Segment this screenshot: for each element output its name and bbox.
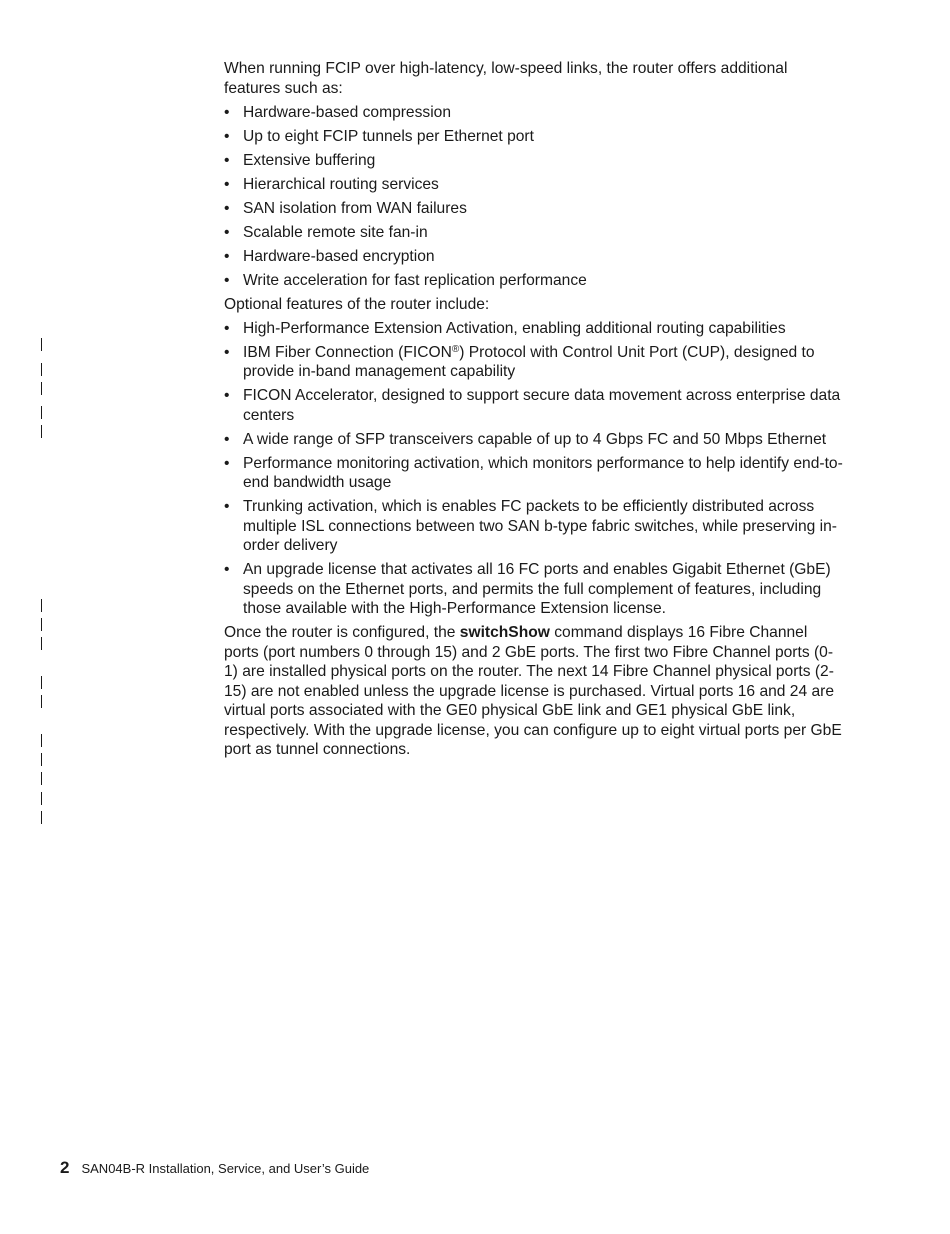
bullet-icon: • (224, 430, 230, 448)
document-title: SAN04B-R Installation, Service, and User’s Guide (81, 1161, 370, 1176)
para-text-pre: Once the router is configured, the (224, 624, 460, 641)
bullet-icon: • (224, 152, 230, 169)
change-bar (41, 425, 42, 438)
bullet-icon: • (224, 200, 230, 217)
bullet-icon: • (224, 498, 230, 515)
optional-features-intro: Optional features of the router include: (224, 296, 490, 313)
bullet-icon: • (224, 104, 230, 121)
list-item (224, 497, 844, 556)
list-item-text: Hierarchical routing services (243, 176, 439, 193)
list-item (224, 560, 844, 619)
list-item (224, 386, 844, 425)
list-item (224, 223, 844, 243)
list-item (224, 247, 844, 267)
list-item-text: Scalable remote site fan-in (243, 224, 428, 241)
list-item (224, 319, 844, 339)
fcip-features-list (224, 103, 844, 291)
list-item (224, 430, 844, 450)
list-item-text: SAN isolation from WAN failures (243, 200, 467, 217)
bullet-icon: • (224, 176, 230, 193)
bullet-icon: • (224, 454, 230, 472)
change-bar (41, 792, 42, 805)
change-bar (41, 406, 42, 419)
list-item-text: An upgrade license that activates all 16 FC ports and enables Gigabit Ethernet (GbE) speeds on the Ethernet ports, and permits the full complement of features, including those available with the High-Performance Extension license. (243, 561, 831, 617)
list-item-text: Performance monitoring activation, which monitors performance to help identify end-to-end bandwidth usage (243, 454, 843, 491)
list-item (224, 103, 844, 123)
list-item (224, 454, 844, 493)
change-bar (41, 676, 42, 689)
change-bar (41, 811, 42, 824)
bullet-icon: • (224, 224, 230, 241)
change-bar (41, 753, 42, 766)
list-item (224, 127, 844, 147)
list-item (224, 151, 844, 171)
list-item (224, 175, 844, 195)
intro-paragraph: When running FCIP over high-latency, low-speed links, the router offers additional features such as: (224, 60, 788, 97)
change-bar (41, 772, 42, 785)
list-item (224, 199, 844, 219)
para-text-post: command displays 16 Fibre Channel ports (port numbers 0 through 15) and 2 GbE ports. The first two Fibre Channel ports (0-1) are installed physical ports on the router. The next 14 Fibre Channel physical ports (2-15) are not enabled unless the upgrade license is purchased. Virtual ports 16 and 24 are virtual ports associated with the GE0 physical GbE link and GE1 physical GbE link, respectively. With the upgrade license, you can configure up to eight virtual ports per GbE port as tunnel connections. (224, 624, 842, 758)
list-item-text: FICON Accelerator, designed to support secure data movement across enterprise data centers (243, 387, 841, 424)
optional-features-list (224, 319, 844, 619)
list-item-text: High-Performance Extension Activation, enabling additional routing capabilities (243, 319, 786, 337)
list-item (224, 343, 844, 382)
ficon-text-pre: IBM Fiber Connection (FICON (243, 343, 452, 361)
bullet-icon: • (224, 248, 230, 265)
list-item-text (243, 344, 815, 381)
change-bar (41, 695, 42, 708)
bullet-icon: • (224, 387, 230, 404)
list-item-text: Up to eight FCIP tunnels per Ethernet port (243, 128, 534, 145)
list-item-text: Hardware-based compression (243, 104, 452, 121)
list-item-text: Extensive buffering (243, 152, 376, 169)
list-item-text: Trunking activation, which is enables FC packets to be efficiently distributed across multiple ISL connections between two SAN b-type fabric switches, while preserving in-order delivery (243, 498, 837, 554)
switchshow-paragraph (224, 623, 844, 760)
command-name: switchShow (459, 624, 550, 641)
change-bar (41, 338, 42, 351)
change-bar (41, 599, 42, 612)
ficon-text-post: ) Protocol with Control Unit Port (CUP), designed to provide in-band management capability (243, 343, 815, 380)
page-number: 2 (60, 1158, 70, 1177)
change-bar (41, 382, 42, 395)
bullet-icon: • (224, 319, 230, 337)
change-bar (41, 734, 42, 747)
registered-mark: ® (451, 343, 460, 355)
bullet-icon: • (224, 272, 230, 289)
change-bar (41, 618, 42, 631)
bullet-icon: • (224, 561, 230, 578)
change-bar (41, 637, 42, 650)
list-item-text: Write acceleration for fast replication performance (243, 272, 587, 289)
list-item-text: A wide range of SFP transceivers capable of up to 4 Gbps FC and 50 Mbps Ethernet (243, 430, 827, 448)
bullet-icon: • (224, 128, 230, 145)
page-body (224, 59, 844, 760)
list-item (224, 271, 844, 291)
bullet-icon: • (224, 343, 230, 361)
change-bar (41, 363, 42, 376)
page-footer (60, 1158, 369, 1178)
list-item-text: Hardware-based encryption (243, 248, 435, 265)
